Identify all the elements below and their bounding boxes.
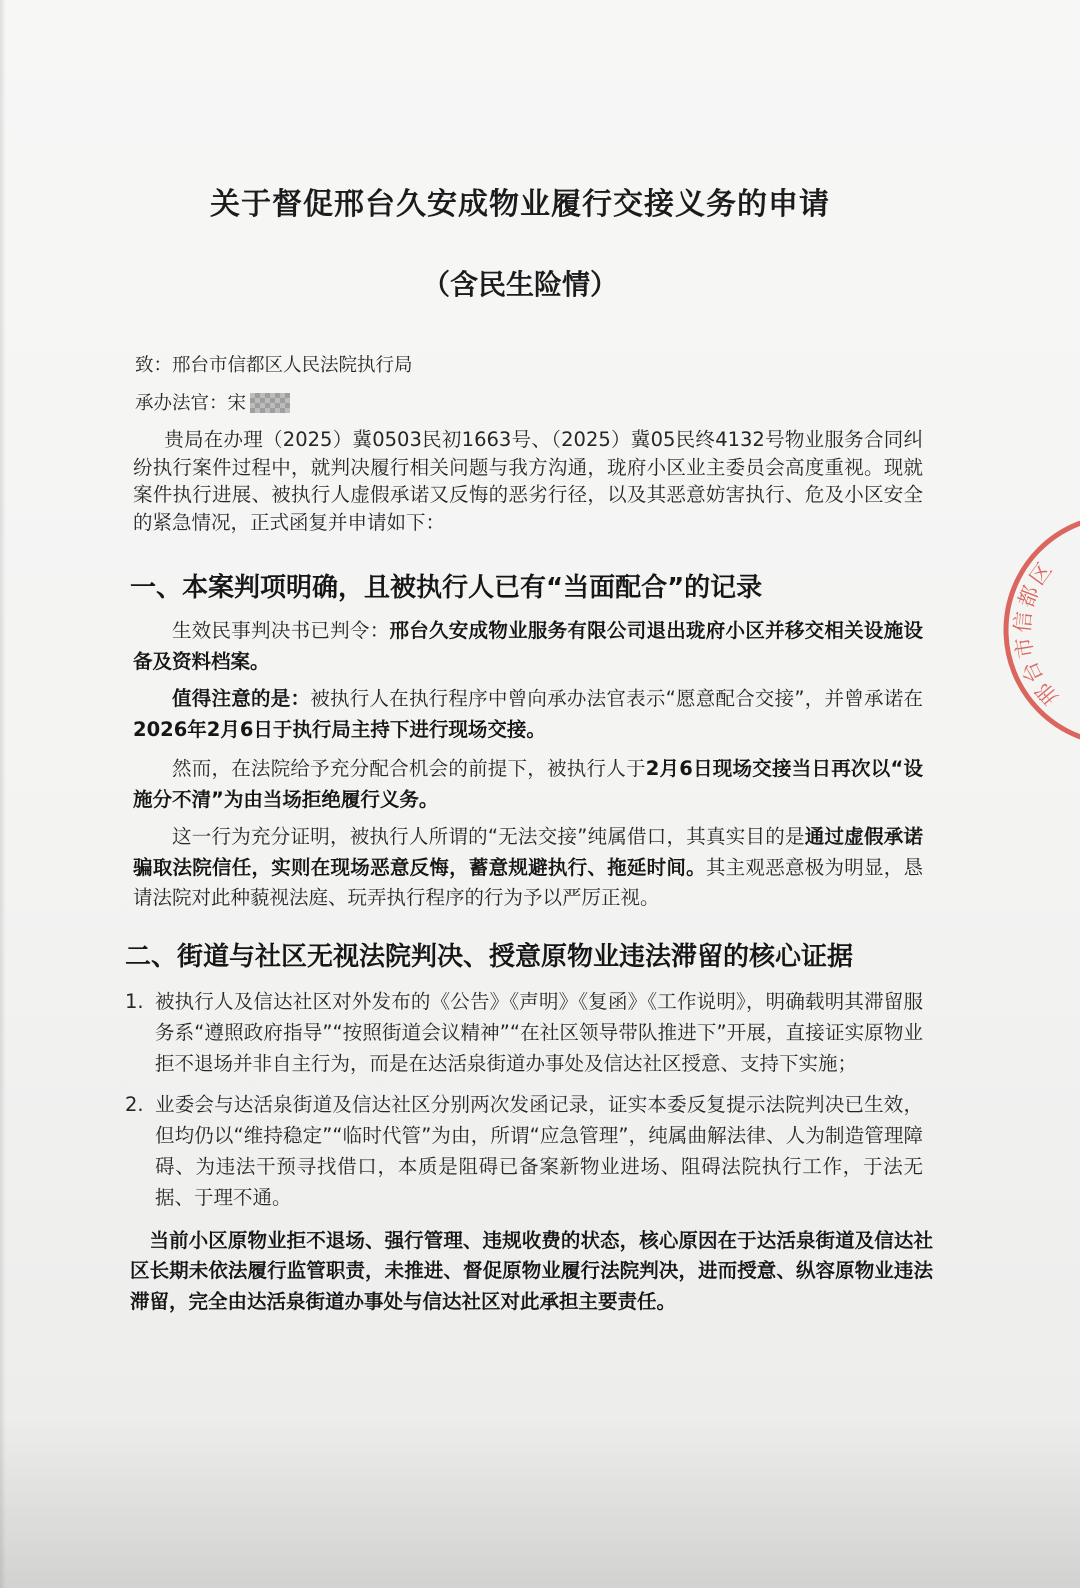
- paper-left-edge-shade: [0, 0, 6, 1588]
- section-1-paragraph-1: [133, 616, 923, 677]
- section-1-paragraph-3: [133, 754, 923, 815]
- paragraph-text: 这一行为充分证明，被执行人所谓的“无法交接”纯属借口，其真实目的是: [172, 825, 805, 848]
- photo-bottom-shadow: [0, 1418, 1080, 1588]
- paragraph-bold-lead: 值得注意的是：: [172, 687, 311, 710]
- paragraph-text: 生效民事判决书已判令：: [172, 619, 390, 642]
- list-item-number: 2.: [125, 1092, 144, 1116]
- list-item-number: 1.: [125, 989, 144, 1013]
- conclusion-paragraph: 当前小区原物业拒不退场、强行管理、违规收费的状态，核心原因在于达活泉街道及信达社区长期未依法履行监管职责，未推进、督促原物业履行法院判决，进而授意、纵容原物业违法滞留，完全由达活泉街道办事处与信达社区对此承担主要责任。: [130, 1228, 933, 1313]
- document-title: 关于督促邢台久安成物业履行交接义务的申请: [210, 187, 830, 222]
- paragraph-text: 然而，在法院给予充分配合机会的前提下，被执行人于: [172, 757, 646, 780]
- section-1-paragraph-4: [133, 822, 923, 914]
- seal-lettering-path: 邢台市信都区: [1010, 555, 1063, 710]
- paragraph-tail-text: 其主观恶意极为明显，恳请法院对此种藐视法庭、玩弄执行程序的行为予以严厉正视。: [133, 855, 923, 909]
- section-1-paragraph-2: [133, 684, 923, 745]
- list-item: [125, 986, 923, 1079]
- document-subtitle: （含民生险情）: [421, 268, 618, 301]
- paragraph-bold-text: 2月6日现场交接当日再次以“设施分不清”为由当场拒绝履行义务。: [133, 757, 923, 811]
- judge-label: 承办法官：宋: [135, 393, 247, 414]
- intro-paragraph: 贵局在办理（2025）冀0503民初1663号、（2025）冀05民终4132号物业服务合同纠纷执行案件过程中，就判决履行相关问题与我方沟通，珑府小区业主委员会高度重视。现就案件执行进展、被执行人虚假承诺又反悔的恶劣行径，以及其恶意妨害执行、危及小区安全的紧急情况，正式函复并申请如下：: [133, 428, 923, 534]
- redacted-name-mosaic: [250, 393, 290, 413]
- recipient-line: 致：邢台市信都区人民法院执行局: [135, 355, 413, 376]
- document-body: [125, 0, 933, 1317]
- paragraph-bold-text: 通过虚假承诺骗取法院信任，实则在现场恶意反悔，蓄意规避执行、拖延时间。: [133, 825, 923, 879]
- paragraph-text: 被执行人在执行程序中曾向承办法官表示“愿意配合交接”，并曾承诺在: [310, 687, 923, 710]
- section-2-heading: 二、街道与社区无视法院判决、授意原物业违法滞留的核心证据: [125, 941, 854, 972]
- official-seal-stamp: [990, 500, 1080, 760]
- list-item-text: 业委会与达活泉街道及信达社区分别两次发函记录，证实本委反复提示法院判决已生效，但均仍以“维持稳定”“临时代管”为由，所谓“应急管理”，纯属曲解法律、人为制造管理障碍、为违法干预寻找借口，本质是阻碍已备案新物业进场、阻碍法院执行工作，于法无据、于理不通。: [155, 1092, 923, 1209]
- list-item: [125, 1089, 923, 1213]
- paragraph-bold-text: 2026年2月6日于执行局主持下进行现场交接。: [133, 717, 546, 741]
- judge-line: [135, 390, 923, 418]
- paragraph-bold-text: 邢台久安成物业服务有限公司退出珑府小区并移交相关设施设备及资料档案。: [133, 619, 923, 673]
- section-1-heading: 一、本案判项明确，且被执行人已有“当面配合”的记录: [130, 573, 763, 603]
- list-item-text: 被执行人及信达社区对外发布的《公告》《声明》《复函》《工作说明》，明确载明其滞留服务系“遵照政府指导”“按照街道会议精神”“在社区领导带队推进下”开展，直接证实原物业拒不退场并非自主行为，而是在达活泉街道办事处及信达社区授意、支持下实施；: [155, 989, 923, 1075]
